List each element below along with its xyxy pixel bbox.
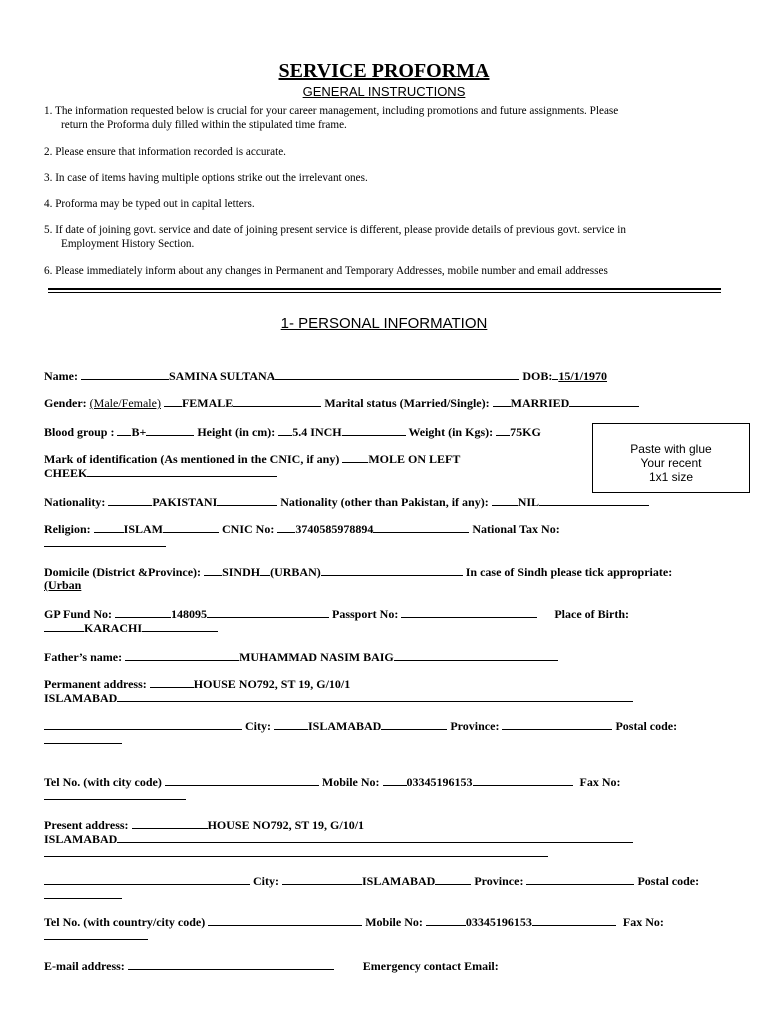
cnic-label: CNIC No:	[222, 522, 275, 536]
sindh-field[interactable]: (Urban	[44, 578, 82, 592]
father-field[interactable]: MUHAMMAD NASIM BAIG	[239, 650, 394, 664]
mobile-label: Mobile No:	[321, 775, 380, 789]
blood-field[interactable]: B+	[131, 425, 147, 439]
name-label: Name:	[44, 369, 78, 383]
religion-row	[44, 521, 560, 536]
province-field[interactable]	[502, 718, 612, 730]
gp-field[interactable]: 148095	[171, 607, 208, 621]
pob-label: Place of Birth:	[554, 607, 629, 621]
gender-options: (Male/Female)	[89, 396, 161, 410]
tel2-row	[44, 914, 664, 929]
city-field-2[interactable]: ISLAMABAD	[362, 874, 436, 888]
mobile2-label: Mobile No:	[365, 915, 423, 929]
present-address-field[interactable]: HOUSE NO792, ST 19, G/10/1	[207, 818, 365, 832]
section-divider	[48, 288, 721, 293]
height-field[interactable]: 5.4 INCH	[292, 425, 342, 439]
emergency-email-label: Emergency contact Email:	[362, 959, 499, 973]
postal-label-2: Postal code:	[637, 874, 700, 888]
weight-label: Weight (in Kgs):	[408, 425, 494, 439]
section-title: 1- PERSONAL INFORMATION	[280, 315, 488, 332]
ntn-field[interactable]	[44, 535, 166, 547]
photo-instruction-1: Paste with glue	[630, 442, 712, 456]
province-label-2: Province:	[474, 874, 524, 888]
passport-field[interactable]	[401, 606, 537, 618]
photo-instruction-3: 1x1 size	[648, 470, 694, 484]
domicile-row	[44, 564, 672, 579]
instruction-5: 5. If date of joining govt. service and date of joining present service is different, please provide details of previous govt. service in Employment History Section.	[44, 224, 626, 250]
ntn-label: National Tax No:	[472, 522, 560, 536]
present-address-label: Present address:	[44, 818, 129, 832]
passport-label: Passport No:	[332, 607, 399, 621]
postal-label: Postal code:	[615, 719, 678, 733]
father-row	[44, 649, 558, 664]
domicile-label: Domicile (District &Province):	[44, 565, 202, 579]
instruction-2: 2. Please ensure that information recorded is accurate.	[44, 146, 286, 158]
fax-label: Fax No:	[579, 775, 621, 789]
instruction-4: 4. Proforma may be typed out in capital letters.	[44, 198, 255, 210]
permanent-address-field[interactable]: HOUSE NO792, ST 19, G/10/1	[193, 677, 351, 691]
permanent-address-row	[44, 676, 350, 691]
tel-row	[44, 774, 621, 789]
mark-label: Mark of identification (As mentioned in the CNIC, if any)	[44, 452, 340, 466]
marital-field[interactable]: MARRIED	[510, 396, 570, 410]
ntn-row	[44, 535, 166, 550]
city-label: City:	[245, 719, 271, 733]
present-city-row	[44, 873, 699, 888]
nationality-field[interactable]: PAKISTANI	[152, 495, 218, 509]
present-address-row-2	[44, 831, 633, 846]
tel2-field[interactable]	[208, 914, 362, 926]
email-label: E-mail address:	[44, 959, 125, 973]
email-row	[44, 958, 499, 973]
gp-label: GP Fund No:	[44, 607, 113, 621]
mobile2-field[interactable]: 03345196153	[465, 915, 532, 929]
city-field[interactable]: ISLAMABAD	[308, 719, 382, 733]
city-label-2: City:	[253, 874, 279, 888]
dob-label: DOB:	[522, 369, 553, 383]
gp-row	[44, 606, 629, 621]
weight-field[interactable]: 75KG	[510, 425, 541, 439]
photo-instruction-2: Your recent	[640, 456, 702, 470]
mark-field[interactable]: MOLE ON LEFT	[368, 452, 461, 466]
fax2-field[interactable]	[44, 928, 148, 940]
gender-row	[44, 395, 639, 410]
mark-row-2	[44, 465, 277, 480]
sindh-label: In case of Sindh please tick appropriate:	[465, 565, 673, 579]
photo-box	[592, 423, 750, 493]
religion-field[interactable]: ISLAM	[123, 522, 164, 536]
blood-label: Blood group :	[44, 425, 115, 439]
name-row	[44, 368, 607, 383]
instruction-1: 1. The information requested below is crucial for your career management, including promotions and future assignments. Please return the Proforma duly filled within the stipulated time frame.	[44, 105, 619, 131]
fax2-label: Fax No:	[622, 915, 664, 929]
domicile-field[interactable]: SINDH	[222, 565, 261, 579]
gender-label: Gender:	[44, 396, 87, 410]
pob-row	[44, 620, 218, 635]
name-field[interactable]: SAMINA SULTANA	[168, 369, 276, 383]
gender-field[interactable]: FEMALE	[181, 396, 234, 410]
nationality-other-label: Nationality (other than Pakistan, if any):	[280, 495, 489, 509]
marital-label: Marital status (Married/Single):	[324, 396, 490, 410]
present-address-field-2[interactable]: ISLAMABAD	[44, 832, 118, 846]
instructions-heading: GENERAL INSTRUCTIONS	[302, 84, 466, 99]
fax-row	[44, 788, 186, 803]
nationality-other-field[interactable]: NIL	[517, 495, 540, 509]
postal-field-2[interactable]	[44, 887, 122, 899]
mobile-field[interactable]: 03345196153	[406, 775, 473, 789]
tel2-label: Tel No. (with country/city code)	[44, 915, 206, 929]
permanent-city-row	[44, 718, 677, 733]
permanent-address-row-2	[44, 690, 633, 705]
postal-field[interactable]	[44, 732, 122, 744]
fax-field[interactable]	[44, 788, 186, 800]
present-postal-row	[44, 887, 122, 902]
sindh-row	[44, 578, 81, 592]
fax2-row	[44, 928, 148, 943]
email-field[interactable]	[128, 958, 334, 970]
permanent-address-label: Permanent address:	[44, 677, 147, 691]
permanent-address-field-2[interactable]: ISLAMABAD	[44, 691, 118, 705]
present-address-row-3	[44, 845, 548, 860]
cnic-field[interactable]: 3740585978894	[295, 522, 374, 536]
present-address-row	[44, 817, 364, 832]
tel-label: Tel No. (with city code)	[44, 775, 162, 789]
mark-field-continued[interactable]: CHEEK	[44, 466, 88, 480]
permanent-postal-row	[44, 732, 122, 747]
father-label: Father’s name:	[44, 650, 123, 664]
instruction-3: 3. In case of items having multiple options strike out the irrelevant ones.	[44, 172, 368, 184]
pob-field[interactable]: KARACHI	[84, 621, 143, 635]
tel-field[interactable]	[165, 774, 319, 786]
nationality-label: Nationality:	[44, 495, 106, 509]
religion-label: Religion:	[44, 522, 91, 536]
domicile-area: (URBAN)	[270, 565, 321, 579]
nationality-row	[44, 494, 649, 509]
page-title: SERVICE PROFORMA	[278, 60, 490, 82]
dob-field[interactable]: 15/1/1970	[558, 369, 608, 383]
blood-row	[44, 424, 541, 439]
province-field-2[interactable]	[526, 873, 634, 885]
province-label: Province:	[450, 719, 500, 733]
height-label: Height (in cm):	[197, 425, 276, 439]
mark-row	[44, 451, 460, 466]
instruction-6: 6. Please immediately inform about any changes in Permanent and Temporary Addresses, mobile number and email addresses	[44, 265, 608, 277]
